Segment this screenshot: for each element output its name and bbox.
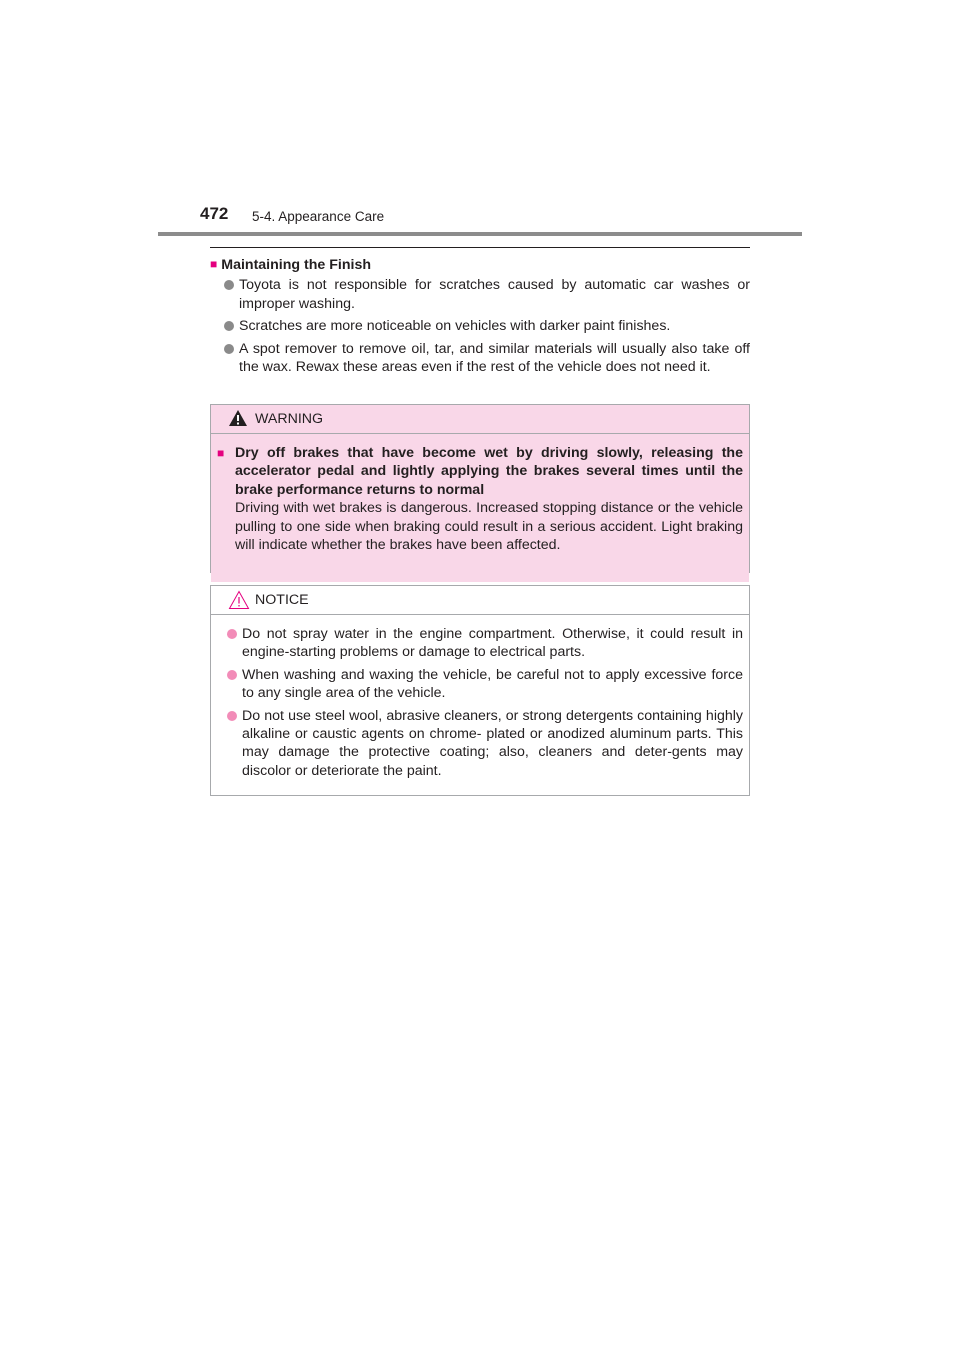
- warning-header: [211, 405, 749, 434]
- square-bullet-icon: ■: [217, 446, 225, 460]
- list-item-text: Do not use steel wool, abrasive cleaners, or strong detergents containing highly alkaline or caustic agents on chrome- plated or anodized aluminum parts. This may damage the protective coating; also, cleaners and deter-gents may discolor or deteriorate the paint.: [242, 707, 743, 779]
- warning-title: [217, 444, 743, 499]
- circle-bullet-icon: [227, 670, 237, 680]
- notice-header: [211, 586, 749, 615]
- list-item-text: Do not spray water in the engine compartment. Otherwise, it could result in engine-starting problems or damage to electrical parts.: [242, 626, 743, 661]
- warning-triangle-icon: [228, 409, 248, 427]
- list-item: [210, 276, 750, 313]
- warning-body: [211, 434, 749, 582]
- list-item: [210, 317, 750, 335]
- list-item: [217, 666, 743, 703]
- notice-label: NOTICE: [255, 592, 309, 608]
- warning-text: Driving with wet brakes is dangerous. Increased stopping distance or the vehicle pulling to one side when braking could result in a serious accident. Light braking will indicate whether the brakes have been affected.: [235, 500, 743, 554]
- notice-triangle-icon: [228, 590, 250, 610]
- square-bullet-icon: ■: [210, 257, 218, 271]
- finish-heading-text: Maintaining the Finish: [221, 257, 372, 273]
- notice-box: [210, 585, 750, 796]
- circle-bullet-icon: [227, 629, 237, 639]
- finish-bullet-list: [210, 276, 750, 376]
- list-item: [217, 625, 743, 662]
- list-item-text: A spot remover to remove oil, tar, and similar materials will usually also take off the wax. Rewax these areas even if the rest of the vehicle does not need it.: [239, 340, 750, 376]
- page-header: [0, 0, 960, 240]
- page-number: 472: [200, 204, 229, 223]
- notice-bullet-list: [217, 625, 743, 780]
- circle-bullet-icon: [224, 321, 234, 331]
- notice-body: [211, 615, 749, 780]
- section-title: 5-4. Appearance Care: [252, 209, 385, 224]
- header-divider: [158, 232, 802, 236]
- warning-title-text: Dry off brakes that have become wet by driving slowly, releasing the accelerator pedal and lightly applying the brakes several times until the brake performance returns to normal: [235, 445, 743, 498]
- content-divider: [210, 247, 750, 248]
- circle-bullet-icon: [224, 344, 234, 354]
- list-item-text: Scratches are more noticeable on vehicles with darker paint finishes.: [239, 318, 671, 335]
- warning-box: [210, 404, 750, 573]
- warning-label: WARNING: [255, 411, 324, 427]
- list-item: [217, 707, 743, 781]
- list-item-text: When washing and waxing the vehicle, be careful not to apply excessive force to any single area of the vehicle.: [242, 666, 743, 702]
- list-item: [210, 340, 750, 377]
- list-item-text: Toyota is not responsible for scratches caused by automatic car washes or improper washing.: [239, 277, 750, 312]
- circle-bullet-icon: [227, 711, 237, 721]
- circle-bullet-icon: [224, 280, 234, 290]
- finish-heading: [210, 256, 750, 274]
- finish-section: [210, 256, 750, 380]
